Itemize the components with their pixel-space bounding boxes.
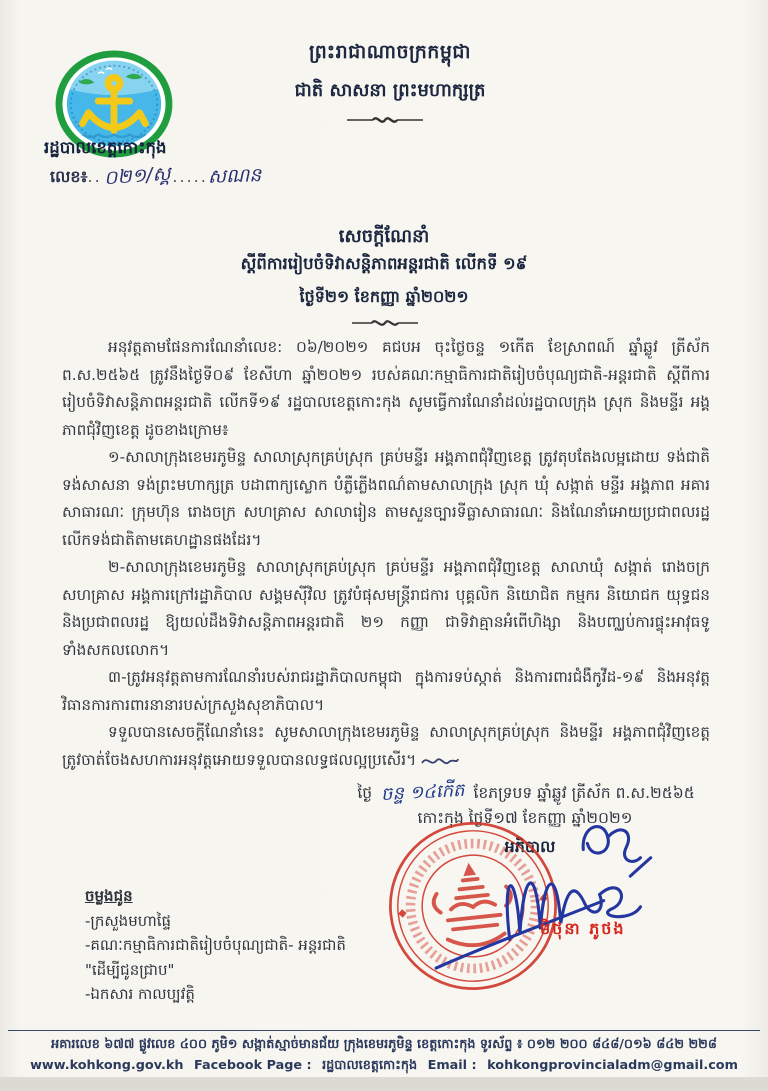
footer-contacts	[20, 1057, 748, 1076]
national-motto: ជាតិ សាសនា ព្រះមហាក្សត្រ	[294, 80, 486, 101]
body-paragraph: ៣-ត្រូវអនុវត្តតាមការណែនាំរបស់រាជរដ្ឋាភិបាលកម្ពុជា ក្នុងការទប់ស្កាត់ និងការពារជំងឺកូវីដ-១៩ និងអនុវត្តវិធានការការពារនានារបស់ក្រសួងសុខាភិបាល។	[62, 668, 710, 714]
footer-facebook-name: រដ្ឋបាលខេត្តកោះកុង	[322, 1058, 418, 1073]
lunar-date-line	[330, 780, 722, 807]
footer-divider	[8, 1030, 760, 1031]
divider-ornament-icon	[350, 316, 420, 328]
ref-number-handwritten: ០២១/ស្គ	[102, 162, 171, 190]
scan-edge	[0, 1077, 768, 1091]
footer-email: kohkongprovincialadm@gmail.com	[487, 1058, 738, 1073]
place-date-line: កោះកុង ថ្ងៃទី១៧ ខែកញ្ញា ឆ្នាំ២០២១	[417, 809, 633, 827]
footer-website: www.kohkong.gov.kh	[30, 1058, 184, 1073]
org-name: រដ្ឋបាលខេត្តកោះកុង	[44, 138, 167, 157]
ref-suffix-handwritten: សណន	[207, 164, 262, 188]
body-paragraph: អនុវត្តតាមផែនការណែនាំលេខ: ០៦/២០២១ គជបអ ចុះថ្ងៃចន្ទ ១កើត ខែស្រាពណ៍ ឆ្នាំឆ្លូវ ត្រីស័ក ព.ស.២៥៦៥ ត្រូវនឹងថ្ងៃទី០៩ ខែសីហា ឆ្នាំ២០២១ របស់គណៈកម្មាធិការជាតិរៀបចំបុណ្យជាតិ-អន្តរជាតិ ស្តីពីការរៀបចំទិវាសន្តិភាពអន្តរជាតិ លើកទី១៩ រដ្ឋបាលខេត្តកោះកុង សូមធ្វើការណែនាំដល់រដ្ឋបាលក្រុង ស្រុក និងមន្ទីរ អង្គភាពជុំវិញខេត្ត ដូចខាងក្រោម៖	[62, 338, 710, 439]
document-date: ថ្ងៃទី២១ ខែកញ្ញា ឆ្នាំ២០២១	[299, 287, 469, 306]
cc-item: "ដើម្បីជូនជ្រាប"	[85, 960, 175, 979]
footer-facebook-label: Facebook Page :	[193, 1058, 312, 1073]
cc-block	[85, 884, 346, 1007]
ref-label: លេខ៖	[50, 167, 88, 186]
cc-item: -ឯកសារ កាលប្បវត្តិ	[85, 985, 195, 1003]
footer-email-label: Email :	[427, 1058, 477, 1073]
lunar-date-prefix: ថ្ងៃ	[357, 784, 373, 802]
cc-item: -គណៈកម្មាធិការជាតិរៀបចំបុណ្យជាតិ- អន្តរជាតិ	[85, 936, 346, 954]
footer-address: អគារលេខ ៦៧៧ ផ្លូវលេខ ៤០០ ភូមិ១ សង្កាត់ស្មាច់មានជ័យ ក្រុងខេមរភូមិន្ទ ខេត្តកោះកុង ទូរស័ព្ទ ៖ ០១២ ២០០ ៨៤៨/០១៦ ៨៤២ ២២៨	[51, 1037, 717, 1052]
cc-item: -ក្រសួងមហាផ្ទៃ	[85, 911, 172, 930]
closing-paragraph-text: ទទួលបានសេចក្តីណែនាំនេះ សូមសាលាក្រុងខេមរភូមិន្ទ សាលាស្រុកគ្រប់ស្រុក និងមន្ទីរ អង្គភាពជុំវិញខេត្ត ត្រូវចាត់ចែងសហការអនុវត្តអោយទទួលបានលទ្ធផលល្អប្រសើរ។	[62, 723, 710, 769]
body-paragraph	[62, 719, 710, 774]
body-paragraph: ២-សាលាក្រុងខេមរភូមិន្ទ សាលាស្រុកគ្រប់ស្រុក គ្រប់មន្ទីរ អង្គភាពជុំវិញខេត្ត សាលាឃុំ សង្កាត់ រោងចក្រ សហគ្រាស អង្គការក្រៅរដ្ឋាភិបាល សង្គមស៊ីវិល ត្រូវបំផុសមន្ត្រីរាជការ បុគ្គលិក និយោជិត កម្មករ និយោជក យុទ្ធជន និងប្រជាពលរដ្ឋ ឱ្យយល់ដឹងទិវាសន្តិភាពអន្តរជាតិ ២១ កញ្ញា ជាទិវាគ្មានអំពើហិង្សា និងបញ្ឈប់ការផ្ទុះអាវុធទូទាំងសកលលោក។	[62, 558, 710, 659]
reference-number-line	[50, 164, 261, 192]
handwritten-flourish-icon	[420, 751, 460, 769]
signer-title: អភិបាល	[504, 837, 556, 856]
document-subject: ស្តីពីការរៀបចំទិវាសន្តិភាពអន្តរជាតិ លើកទី ១៩	[240, 254, 528, 273]
governor-signature-icon	[430, 812, 665, 977]
lunar-date-handwritten: ចន្ទ ១៤កើត	[380, 779, 465, 806]
ref-dotted-line: ..	[87, 167, 102, 186]
body-paragraph: ១-សាលាក្រុងខេមរភូមិន្ទ សាលាស្រុកគ្រប់ស្រុក គ្រប់មន្ទីរ អង្គភាពជុំវិញខេត្ត ត្រូវតុបតែងលម្អដោយ ទង់ជាតិ ទង់សាសនា ទង់ព្រះមហាក្សត្រ បដាពាក្យស្លោក បំភ្លឺភ្លើងពណ៌តាមសាលាក្រុង ស្រុក ឃុំ សង្កាត់ មន្ទីរ អង្គភាព អគារសាធារណៈ ក្រុមហ៊ុន រោងចក្រ សហគ្រាស សាលារៀន តាមសួនច្បារទីធ្លាសាធារណៈ និងណែនាំអោយប្រជាពលរដ្ឋលើកទង់ជាតិតាមគេហដ្ឋានផងដែរ។	[62, 448, 710, 549]
letter-body	[62, 334, 710, 774]
signer-name: មិថុនា ភូថង	[540, 919, 626, 938]
divider-ornament-icon	[345, 112, 425, 126]
cc-heading: ចម្លងជូន	[85, 887, 133, 905]
lunar-date-suffix: ខែភទ្របទ ឆ្នាំឆ្លូវ ត្រីស័ក ព.ស.២៥៦៥	[473, 784, 695, 802]
kingdom-header: ព្រះរាជាណាចក្រកម្ពុជា	[309, 41, 471, 63]
ref-dotted-line2: .....	[172, 167, 208, 186]
document-title: សេចក្តីណែនាំ	[338, 226, 430, 247]
